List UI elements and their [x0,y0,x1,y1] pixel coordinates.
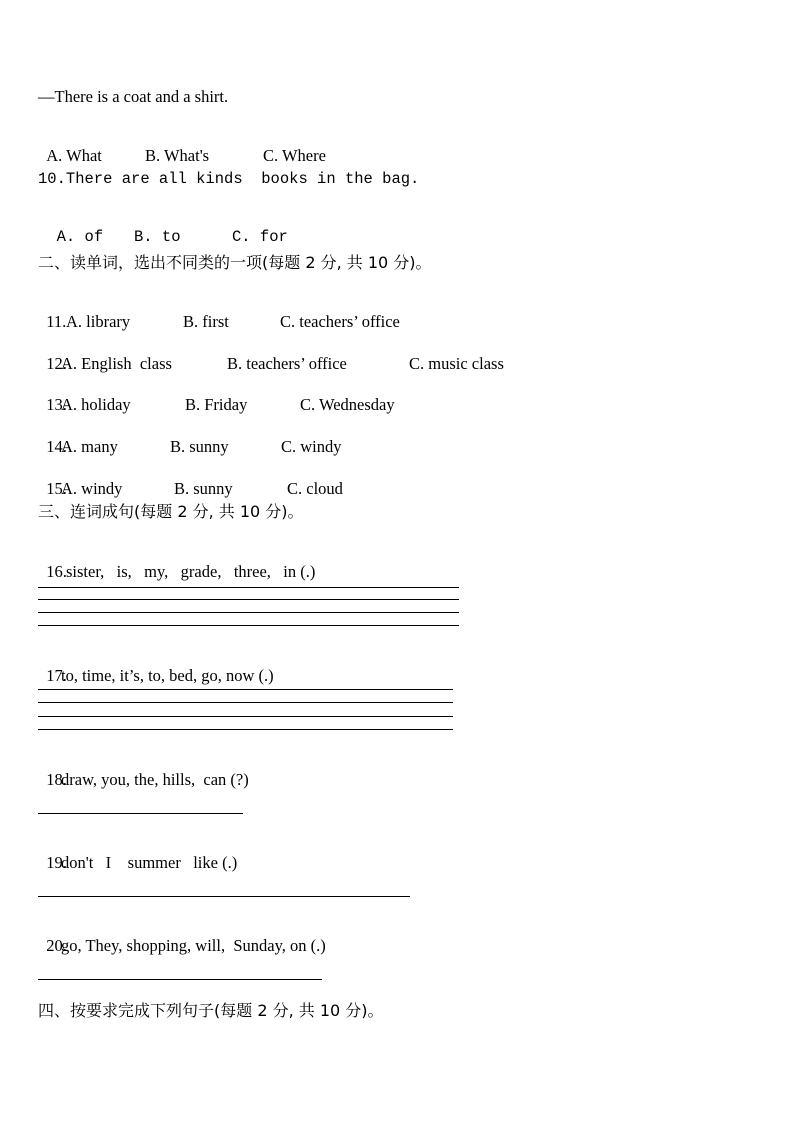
q10-option-b: B. to [134,227,181,246]
q18-words: draw, you, the, hills, can (?) [61,769,249,789]
q11-option-c: C. teachers’ office [280,311,400,331]
q11-option-a: A. library [66,311,131,331]
q15-number: 15. [46,478,67,498]
q9-option-b: B. What's [145,145,210,165]
q17-answer-line-4[interactable] [38,729,453,730]
q14-option-b: B. sunny [170,436,229,456]
q15-option-a: A. windy [61,478,123,498]
q17-answer-line-2[interactable] [38,702,453,703]
q13-option-c: C. Wednesday [300,394,395,414]
q19-row [38,838,238,872]
section2-heading: 二、读单词，选出不同类的一项(每题 2 分, 共 10 分)。 [38,253,432,272]
q12-option-c: C. music class [409,353,504,373]
q12-row [38,339,504,373]
q12-option-a: A. English class [61,353,172,373]
q10-options [38,214,288,246]
q19-number: 19. [46,852,67,872]
q18-number: 18. [46,769,67,789]
q13-option-b: B. Friday [185,394,248,414]
q10-option-a: A. of [56,227,104,246]
q9-option-c: C. Where [263,145,326,165]
q17-row [38,651,274,685]
q10-text: 10.There are all kinds books in the bag. [38,170,420,188]
q9-option-a: A. What [46,145,102,165]
q14-number: 14. [46,436,67,456]
q13-row [38,380,395,414]
q17-answer-line-1[interactable] [38,689,453,690]
q16-answer-line-4[interactable] [38,625,459,626]
q14-option-a: A. many [61,436,118,456]
q19-answer-line[interactable] [38,896,410,897]
q16-number: 16. [46,561,67,581]
q11-number: 11. [46,311,67,331]
q20-answer-line[interactable] [38,979,322,980]
q17-number: 17. [46,665,67,685]
q16-answer-line-1[interactable] [38,587,459,588]
q11-row [38,297,400,331]
q20-words: go, They, shopping, will, Sunday, on (.) [61,935,326,955]
q16-answer-line-2[interactable] [38,599,459,600]
q20-number: 20. [46,935,67,955]
section4-heading: 四、按要求完成下列句子(每题 2 分, 共 10 分)。 [38,1001,384,1020]
q17-words: to, time, it’s, to, bed, go, now (.) [61,665,274,685]
q16-words: sister, is, my, grade, three, in (.) [66,561,316,581]
section3-heading: 三、连词成句(每题 2 分, 共 10 分)。 [38,502,304,521]
q15-option-c: C. cloud [287,478,343,498]
q9-options [38,131,326,165]
q10-option-c: C. for [232,227,288,246]
q19-words: don't I summer like (.) [61,852,238,872]
q14-row [38,422,342,456]
q17-answer-line-3[interactable] [38,716,453,717]
q16-row [38,547,316,581]
q14-option-c: C. windy [281,436,342,456]
q18-answer-line[interactable] [38,813,243,814]
q18-row [38,755,249,789]
q16-answer-line-3[interactable] [38,612,459,613]
q15-option-b: B. sunny [174,478,233,498]
q12-number: 12. [46,353,67,373]
q13-option-a: A. holiday [61,394,131,414]
q11-option-b: B. first [183,311,229,331]
q15-row [38,464,343,498]
q20-row [38,921,326,955]
q9-answer-line: —There is a coat and a shirt. [38,87,229,106]
q12-option-b: B. teachers’ office [227,353,347,373]
q13-number: 13. [46,394,67,414]
